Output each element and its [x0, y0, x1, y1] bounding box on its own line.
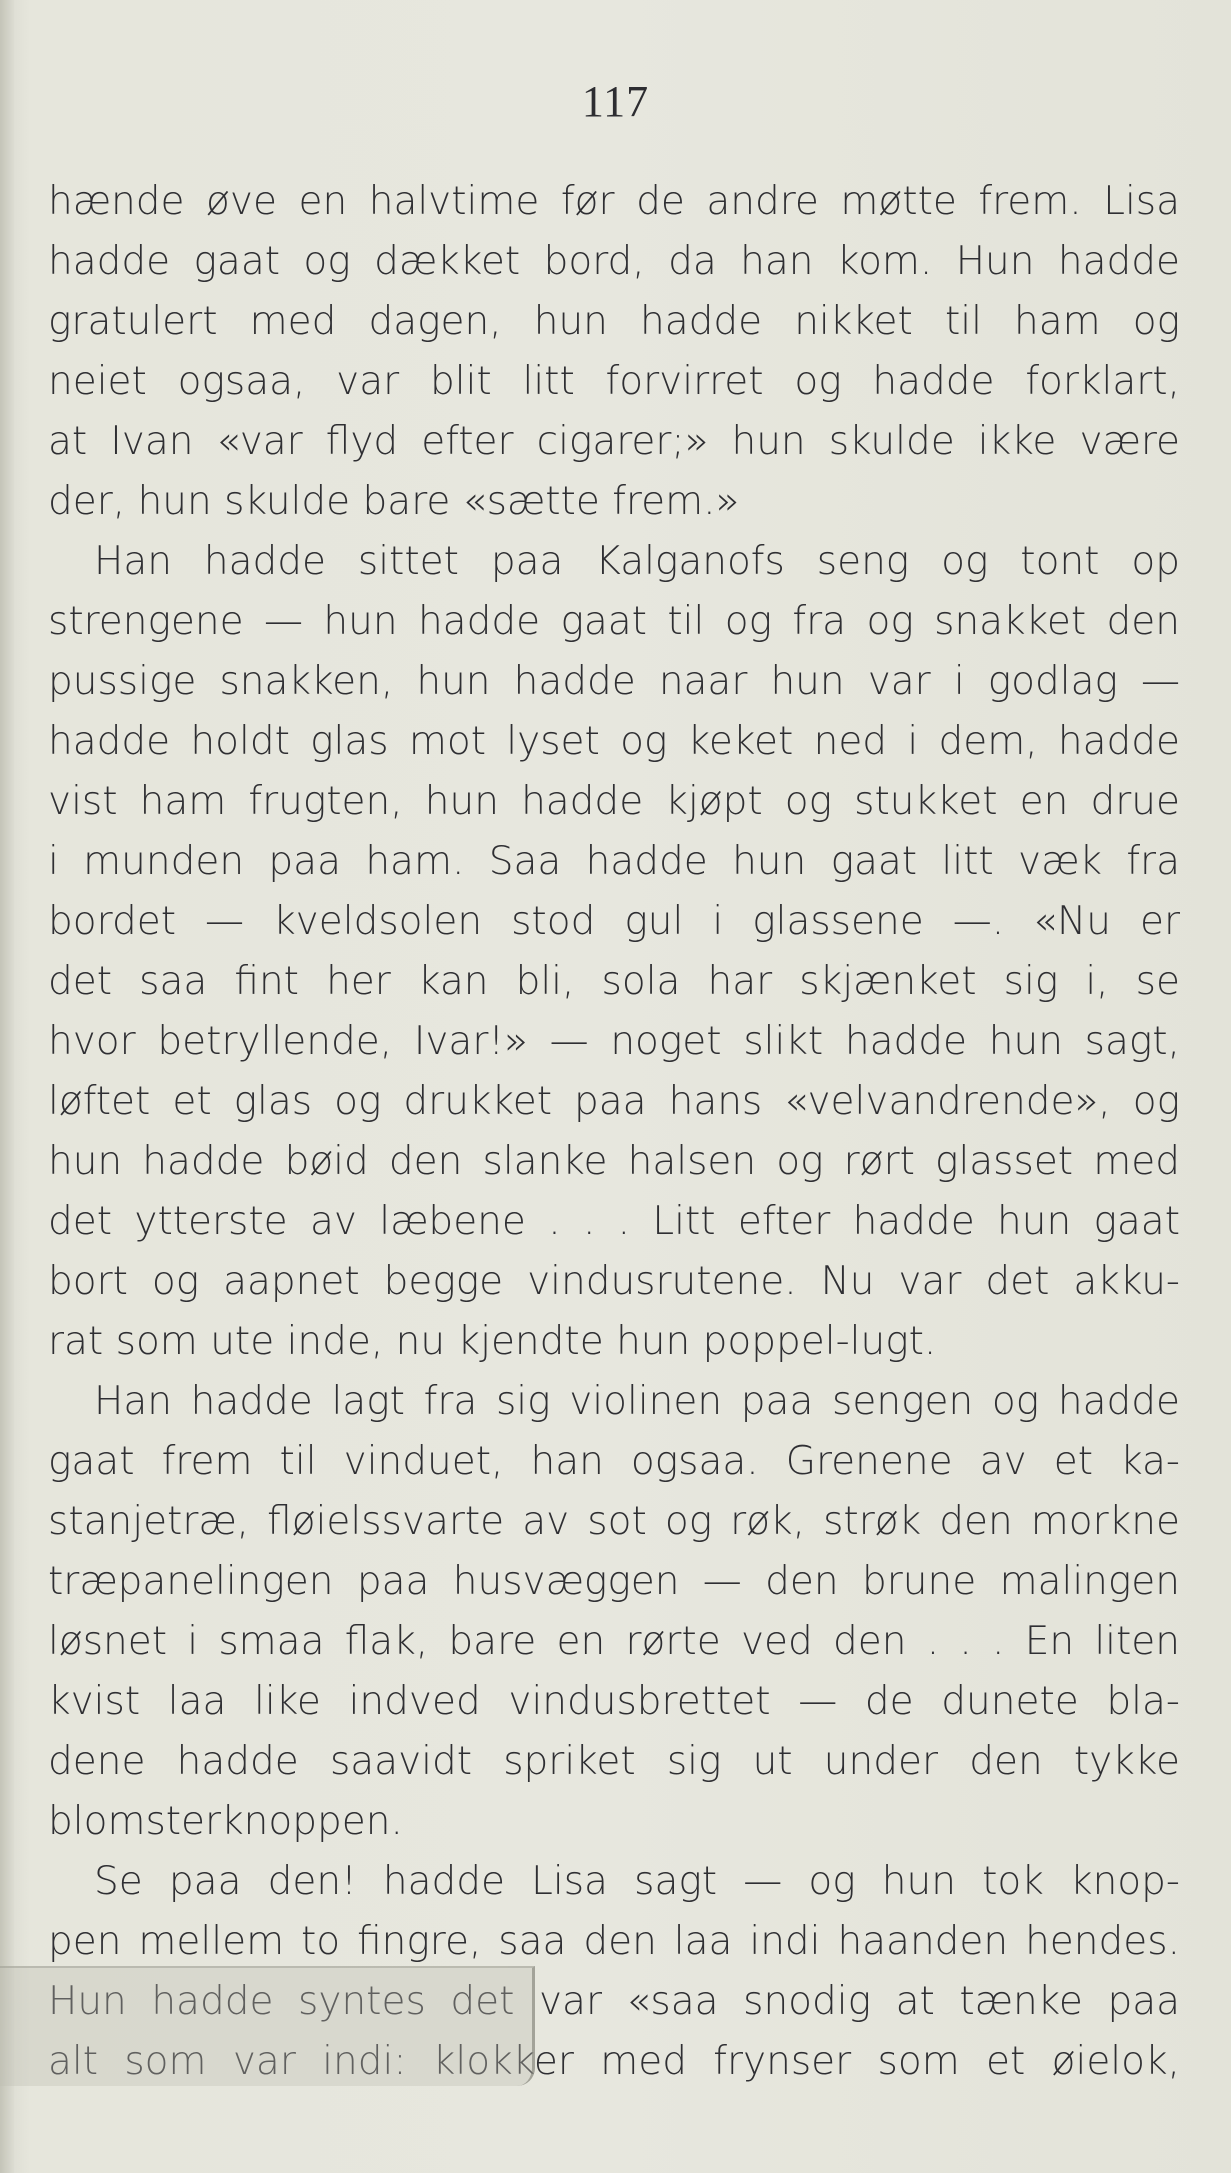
text-line: træpanelingen paa husvæggen — den brune malingen	[48, 1559, 1180, 1604]
text-line: løftet et glas og drukket paa hans «velvandrende», og	[48, 1079, 1180, 1124]
text-line: gratulert med dagen, hun hadde nikket til ham og	[48, 299, 1180, 344]
text-line: kvist laa like indved vindusbrettet — de dunete bla-	[48, 1679, 1180, 1724]
text-line: hvor betryllende, Ivar!» — noget slikt hadde hun sagt,	[48, 1019, 1180, 1064]
text-line: bort og aapnet begge vindusrutene. Nu var det akku-	[48, 1259, 1180, 1304]
page-number: 117	[581, 77, 650, 126]
text-line: dene hadde saavidt spriket sig ut under den tykke	[48, 1739, 1180, 1784]
text-line: Han hadde lagt fra sig violinen paa sengen og hadde	[94, 1379, 1180, 1424]
text-line: Hun hadde syntes det var «saa snodig at tænke paa	[48, 1979, 1180, 2024]
page-binding-edge	[0, 0, 14, 2173]
text-line: bordet — kveldsolen stod gul i glassene —. «Nu er	[48, 899, 1180, 944]
text-line: hadde holdt glas mot lyset og keket ned i dem, hadde	[48, 719, 1180, 764]
text-line: pussige snakken, hun hadde naar hun var i godlag —	[48, 659, 1180, 704]
text-line: hun hadde bøid den slanke halsen og rørt glasset med	[48, 1139, 1180, 1184]
text-line: hænde øve en halvtime før de andre møtte frem. Lisa	[48, 179, 1180, 224]
text-line: at Ivan «var flyd efter cigarer;» hun skulde ikke være	[48, 419, 1180, 464]
text-line: neiet ogsaa, var blit litt forvirret og hadde forklart,	[48, 359, 1180, 404]
text-line: løsnet i smaa flak, bare en rørte ved den . . . En liten	[48, 1619, 1180, 1664]
text-line: det ytterste av læbene . . . Litt efter hadde hun gaat	[48, 1199, 1180, 1244]
text-line: rat som ute inde, nu kjendte hun poppel-lugt.	[48, 1319, 937, 1364]
text-line: blomsterknoppen.	[48, 1799, 403, 1844]
text-line: stanjetræ, fløielssvarte av sot og røk, strøk den morkne	[48, 1499, 1180, 1544]
text-line: strengene — hun hadde gaat til og fra og snakket den	[48, 599, 1180, 644]
body-text	[48, 172, 1180, 2092]
text-line: Han hadde sittet paa Kalganofs seng og tont op	[94, 539, 1180, 584]
text-line: gaat frem til vinduet, han ogsaa. Grenene av et ka-	[48, 1439, 1180, 1484]
text-line: vist ham frugten, hun hadde kjøpt og stukket en drue	[48, 779, 1180, 824]
text-line: Se paa den! hadde Lisa sagt — og hun tok knop-	[94, 1859, 1180, 1904]
text-line: der, hun skulde bare «sætte frem.»	[48, 479, 740, 524]
text-line: i munden paa ham. Saa hadde hun gaat litt væk fra	[48, 839, 1180, 884]
paper-tab-shadow	[0, 1966, 535, 2086]
text-line: pen mellem to fingre, saa den laa indi haanden hendes.	[48, 1919, 1180, 1964]
text-line: det saa fint her kan bli, sola har skjænket sig i, se	[48, 959, 1180, 1004]
text-line: hadde gaat og dækket bord, da han kom. Hun hadde	[48, 239, 1180, 284]
text-line: alt som var indi: klokker med frynser som et øielok,	[48, 2039, 1180, 2084]
